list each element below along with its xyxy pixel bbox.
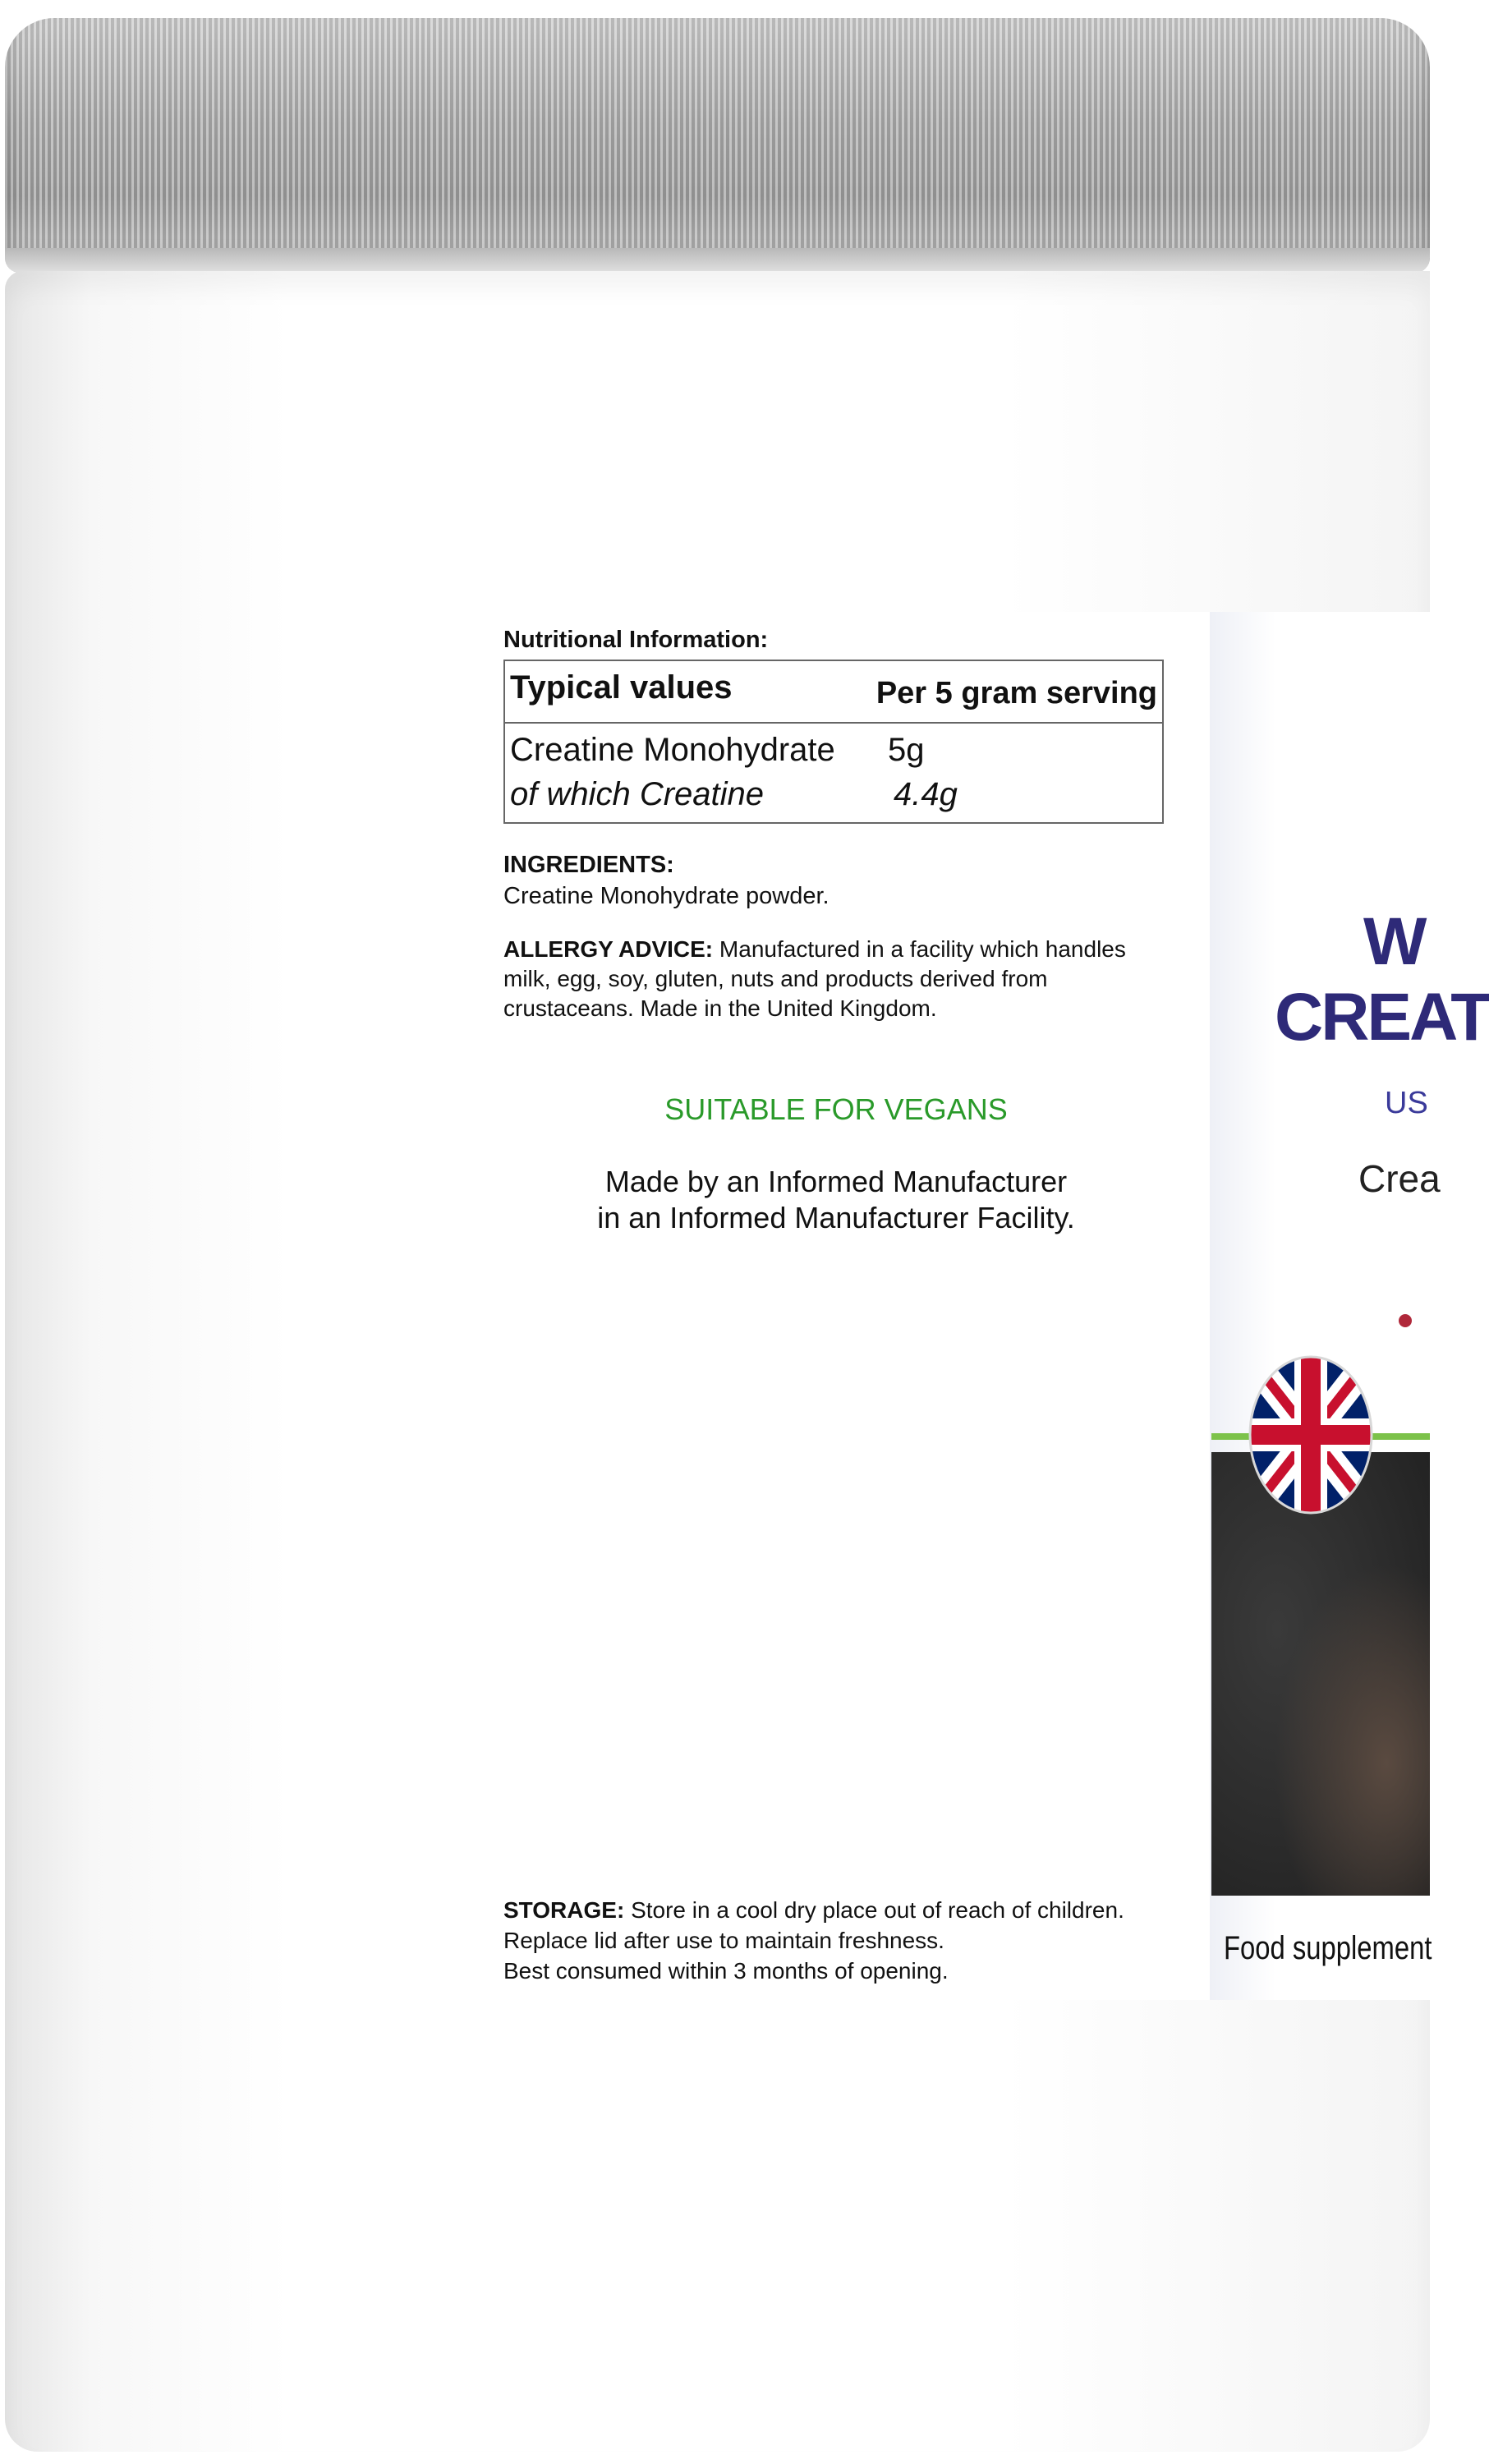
brand-name-line-2: CREAT (1275, 980, 1489, 1055)
storage-line-1 (503, 1895, 1210, 1925)
brand-subtitle: US (1385, 1086, 1428, 1120)
bullet-dot (1399, 1314, 1412, 1327)
nutrition-title: Nutritional Information: (503, 627, 769, 653)
storage-info (503, 1895, 1210, 1986)
vegan-claim: SUITABLE FOR VEGANS (664, 1092, 1008, 1126)
nutrition-table-header (505, 661, 1162, 724)
nutrition-table (503, 660, 1164, 824)
header-serving: Per 5 gram serving (875, 676, 1157, 710)
informed-line-1: Made by an Informed Manufacturer (604, 1165, 1068, 1198)
row-name: of which Creatine (510, 776, 765, 812)
header-typical-values: Typical values (510, 669, 733, 706)
product-name: Crea (1358, 1157, 1441, 1200)
row-value: 5g (888, 732, 925, 768)
food-supplement-text: Food supplement (1224, 1930, 1432, 1966)
label-photo (1211, 1452, 1430, 1896)
storage-line-3: Best consumed within 3 months of opening. (503, 1958, 949, 1984)
row-name: Creatine Monohydrate (510, 732, 835, 768)
label-back-panel (462, 612, 1210, 2000)
lid-rim (5, 248, 1430, 273)
brand-name-line-1: W (1363, 904, 1426, 979)
storage-line-2: Replace lid after use to maintain freshness. (503, 1928, 944, 1953)
informed-manufacturer (462, 1164, 1210, 1236)
allergy-advice (503, 935, 1177, 1023)
storage-title: STORAGE: (503, 1897, 625, 1923)
ingredients-title: INGREDIENTS: (503, 852, 674, 878)
table-row (510, 776, 1157, 813)
row-value: 4.4g (894, 776, 958, 812)
allergy-text: Manufactured in a facility which handles milk, egg, soy, gluten, nuts and products derived from crustaceans. Made in the United Kingdom. (503, 936, 1126, 1021)
table-row (510, 732, 1157, 769)
allergy-title: ALLERGY ADVICE: (503, 936, 714, 962)
storage-text-1: Store in a cool dry place out of reach of children. (631, 1897, 1124, 1923)
jar-lid (5, 18, 1430, 273)
informed-line-2: in an Informed Manufacturer Facility. (597, 1201, 1075, 1234)
uk-flag-icon (1248, 1355, 1373, 1515)
ingredients-text: Creatine Monohydrate powder. (503, 883, 830, 909)
